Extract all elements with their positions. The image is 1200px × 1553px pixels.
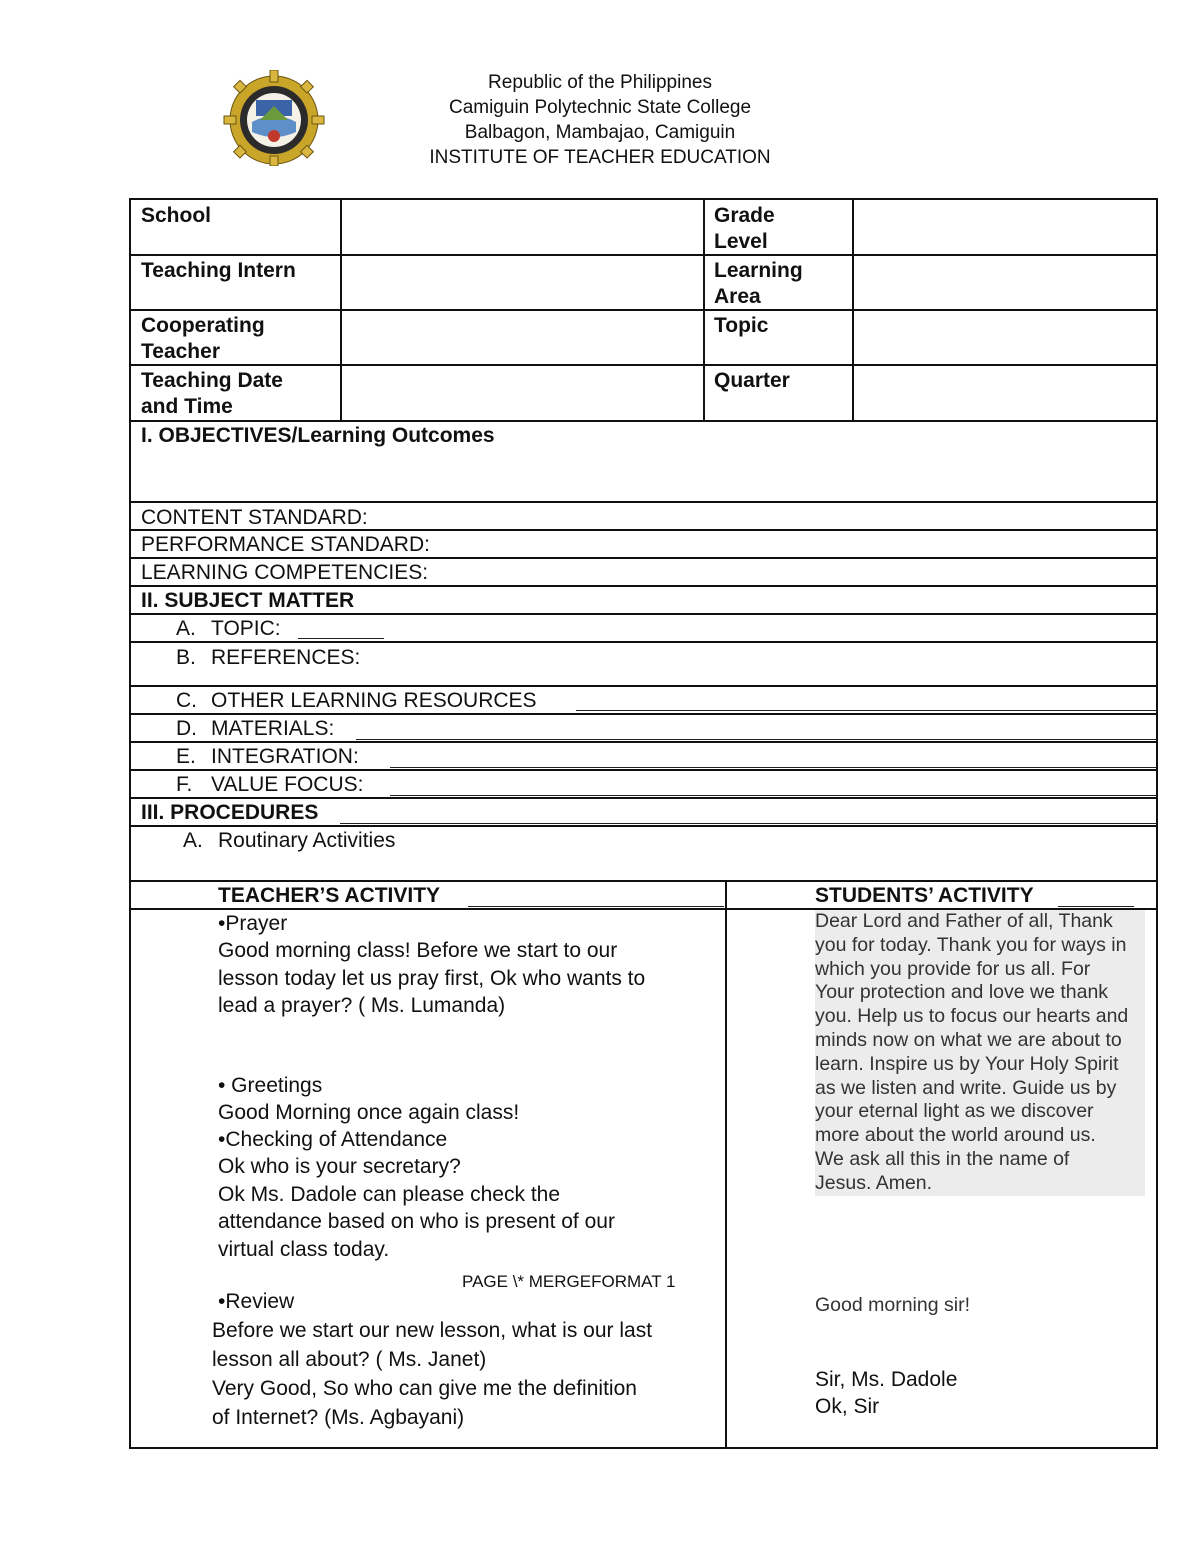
topic-letter: A.: [176, 617, 196, 640]
school-label: School: [141, 204, 212, 227]
prayer-title: •Prayer: [218, 912, 288, 935]
subject-matter-title: II. SUBJECT MATTER: [141, 589, 355, 612]
attendance-text: Ok who is your secretary? Ok Ms. Dadole can please check the attendance based on who is present of our virtual class today.: [218, 1155, 615, 1261]
teaching-date-label: Teaching Date: [141, 369, 283, 392]
grade-level-label: Grade: [714, 204, 775, 227]
info-col-divider: [340, 198, 342, 422]
row-divider: [129, 685, 1158, 687]
topic-label: Topic: [714, 314, 769, 337]
teacher-header-blank: [468, 906, 724, 907]
row-divider: [129, 825, 1158, 827]
student-secretary-answer: Sir, Ms. Dadole: [815, 1368, 958, 1391]
header-college: Camiguin Polytechnic State College: [448, 97, 752, 118]
topic-blank-line: [298, 638, 384, 639]
greetings-text: Good Morning once again class!: [218, 1101, 520, 1124]
row-divider: [129, 501, 1158, 503]
student-ok-answer: Ok, Sir: [815, 1395, 880, 1418]
row-divider: [129, 713, 1158, 715]
performance-standard-label: PERFORMANCE STANDARD:: [141, 533, 430, 556]
topic-item-label: TOPIC:: [211, 617, 281, 640]
student-prayer-text: Dear Lord and Father of all, Thank you for today. Thank you for ways in which you provide for us all. For Your protection and love we thank you. Help us to focus our hearts and minds now on what we are about to learn. Inspire us by Your Holy Spirit as we listen and write. Guide us by your eternal light as we discover more about the world around us. We ask all this in the name of Jesus. Amen.: [815, 910, 1145, 1196]
procedures-title: III. PROCEDURES: [141, 801, 319, 824]
references-letter: B.: [176, 646, 196, 669]
students-activity-header: STUDENTS’ ACTIVITY: [815, 884, 1034, 907]
integration-item-label: INTEGRATION:: [211, 745, 359, 768]
row-divider: [129, 557, 1158, 559]
other-resources-item-label: OTHER LEARNING RESOURCES: [211, 689, 537, 712]
row-divider: [129, 585, 1158, 587]
teacher-activity-header: TEACHER’S ACTIVITY: [218, 884, 441, 907]
other-resources-letter: C.: [176, 689, 197, 712]
row-divider: [129, 741, 1158, 743]
prayer-text: Good morning class! Before we start to our lesson today let us pray first, Ok who wants to lead a prayer? ( Ms. Lumanda): [218, 939, 646, 1017]
learning-area-label: Learning: [714, 259, 803, 282]
cooperating-teacher-label-2: Teacher: [141, 340, 220, 363]
row-divider: [129, 797, 1158, 799]
resources-blank-line: [576, 710, 1156, 711]
header-institute: INSTITUTE OF TEACHER EDUCATION: [429, 147, 771, 168]
row-divider: [129, 880, 1158, 882]
value-focus-item-label: VALUE FOCUS:: [211, 773, 364, 796]
row-divider: [129, 641, 1158, 643]
procedures-blank-line: [340, 823, 1156, 824]
info-row-divider: [129, 309, 1158, 311]
info-col-divider: [852, 198, 854, 422]
learning-area-label-2: Area: [714, 285, 761, 308]
students-header-blank: [1058, 906, 1134, 907]
row-divider: [129, 529, 1158, 531]
routinary-activities-label: Routinary Activities: [218, 829, 396, 852]
integration-blank-line: [390, 767, 1156, 768]
integration-letter: E.: [176, 745, 196, 768]
attendance-title: •Checking of Attendance: [218, 1128, 448, 1151]
teaching-date-label-2: and Time: [141, 395, 233, 418]
greetings-title: • Greetings: [218, 1074, 323, 1097]
info-col-divider: [703, 198, 705, 422]
grade-level-label-2: Level: [714, 230, 768, 253]
cooperating-teacher-label: Cooperating: [141, 314, 265, 337]
materials-item-label: MATERIALS:: [211, 717, 335, 740]
header-republic: Republic of the Philippines: [488, 72, 712, 93]
row-divider: [129, 769, 1158, 771]
learning-competencies-label: LEARNING COMPETENCIES:: [141, 561, 429, 584]
materials-letter: D.: [176, 717, 197, 740]
objectives-title: I. OBJECTIVES/Learning Outcomes: [141, 424, 495, 447]
student-greeting: Good morning sir!: [815, 1294, 970, 1316]
review-title: •Review: [218, 1290, 295, 1313]
quarter-label: Quarter: [714, 369, 790, 392]
header-address: Balbagon, Mambajao, Camiguin: [464, 122, 736, 143]
content-standard-label: CONTENT STANDARD:: [141, 506, 368, 529]
row-divider: [129, 613, 1158, 615]
review-text: Before we start our new lesson, what is our last lesson all about? ( Ms. Janet) Very Good, So who can give me the definition of Internet? (Ms. Agbayani): [212, 1319, 653, 1429]
references-item-label: REFERENCES:: [211, 646, 361, 669]
info-row-divider: [129, 254, 1158, 256]
routinary-letter: A.: [183, 829, 203, 852]
teaching-intern-label: Teaching Intern: [141, 259, 296, 282]
info-row-divider: [129, 364, 1158, 366]
value-focus-letter: F.: [176, 773, 193, 796]
value-focus-blank-line: [390, 795, 1156, 796]
page-field-code: PAGE \* MERGEFORMAT 1: [462, 1272, 676, 1291]
materials-blank-line: [356, 739, 1156, 740]
activity-col-divider: [725, 880, 727, 1449]
